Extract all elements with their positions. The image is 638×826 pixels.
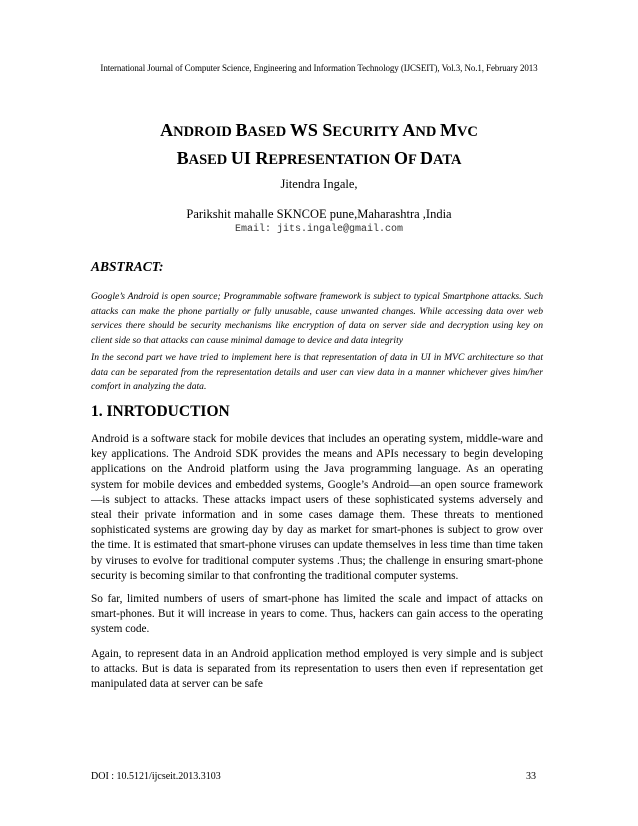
title-fragment: ATA <box>432 152 462 168</box>
page-number: 33 <box>526 771 536 782</box>
title-fragment: A <box>402 120 416 140</box>
title-fragment: A <box>160 120 174 140</box>
paper-title <box>90 117 548 173</box>
title-line-1 <box>90 117 548 145</box>
intro-paragraph-3: Again, to represent data in an Android application method employed is very simple and is subject to attacks. But is data is separated from its representation to users then even if representation get manipulated data at server can be safe <box>91 648 543 691</box>
title-fragment: ASED <box>247 124 290 140</box>
title-fragment: EPRESENTATION <box>268 152 394 168</box>
footer-doi: DOI : 10.5121/ijcseit.2013.3103 <box>91 771 221 782</box>
intro-paragraph-2: So far, limited numbers of users of smart-phone has limited the scale and impact of attacks on smart-phones. But it will increase in years to come. Thus, hackers can gain access to the operating system code. <box>91 593 543 636</box>
author-name: Jitendra Ingale, <box>280 177 358 191</box>
title-line-2 <box>90 145 548 173</box>
title-fragment: UI R <box>230 148 269 168</box>
abstract-paragraph-2: In the second part we have tried to implement here is that representation of data in UI in MVC architecture so that data can be separated from the representation details and user can view data in a manner whichever gives him/her comfort in analyzing the data. <box>91 352 543 392</box>
title-fragment: NDROID <box>173 124 236 140</box>
author-affiliation: Parikshit mahalle SKNCOE pune,Maharashtra ,India <box>186 207 452 221</box>
title-fragment: M <box>439 120 457 140</box>
title-fragment: O <box>393 148 408 168</box>
intro-paragraph-1: Android is a software stack for mobile devices that includes an operating system, middle-ware and key applications. The Android SDK provides the means and APIs necessary to begin developing applications on the Android platform using the Java programming language. As an operating system for mobile devices and embedded systems, Google’s Android—an open source framework—is subject to attacks. These attacks impact users of these sophisticated systems adversely and steal their private information and in some cases damage them. These threats to mentioned sophisticated systems are growing day by day as market for smart-phones is subject to grow over the time. It is estimated that smart-phone viruses can update themselves in less time than time taken by viruses to evolve for traditional computer systems .Thus; the challenge in ensuring smart-phone security is becoming similar to that confronting the traditional computer systems. <box>91 433 543 582</box>
section-heading-introduction: 1. INRTODUCTION <box>91 403 230 420</box>
title-fragment: F <box>408 152 420 168</box>
title-fragment: B <box>235 120 248 140</box>
title-fragment: D <box>419 148 433 168</box>
title-fragment: WS S <box>289 120 333 140</box>
title-fragment: ASED <box>188 152 231 168</box>
author-email: Email: jits.ingale@gmail.com <box>234 224 404 235</box>
journal-running-header: International Journal of Computer Science, Engineering and Information Technology (IJCSEIT), Vol.3, No.1, February 2013 <box>100 63 538 73</box>
abstract-heading: ABSTRACT: <box>91 259 164 274</box>
title-fragment: VC <box>456 124 478 140</box>
abstract-paragraph-1: Google’s Android is open source; Programmable software framework is subject to typical Smartphone attacks. Such attacks can make the phone partially or fully unusable, cause unwanted changes. While accessing data over web services there should be security mechanisms like encryption of data on server side and decryption using key on client side so that attacks can cause minimal damage to device and data integrity <box>91 291 543 346</box>
title-fragment: ECURITY <box>332 124 403 140</box>
title-fragment: B <box>176 148 189 168</box>
title-fragment: ND <box>415 124 440 140</box>
